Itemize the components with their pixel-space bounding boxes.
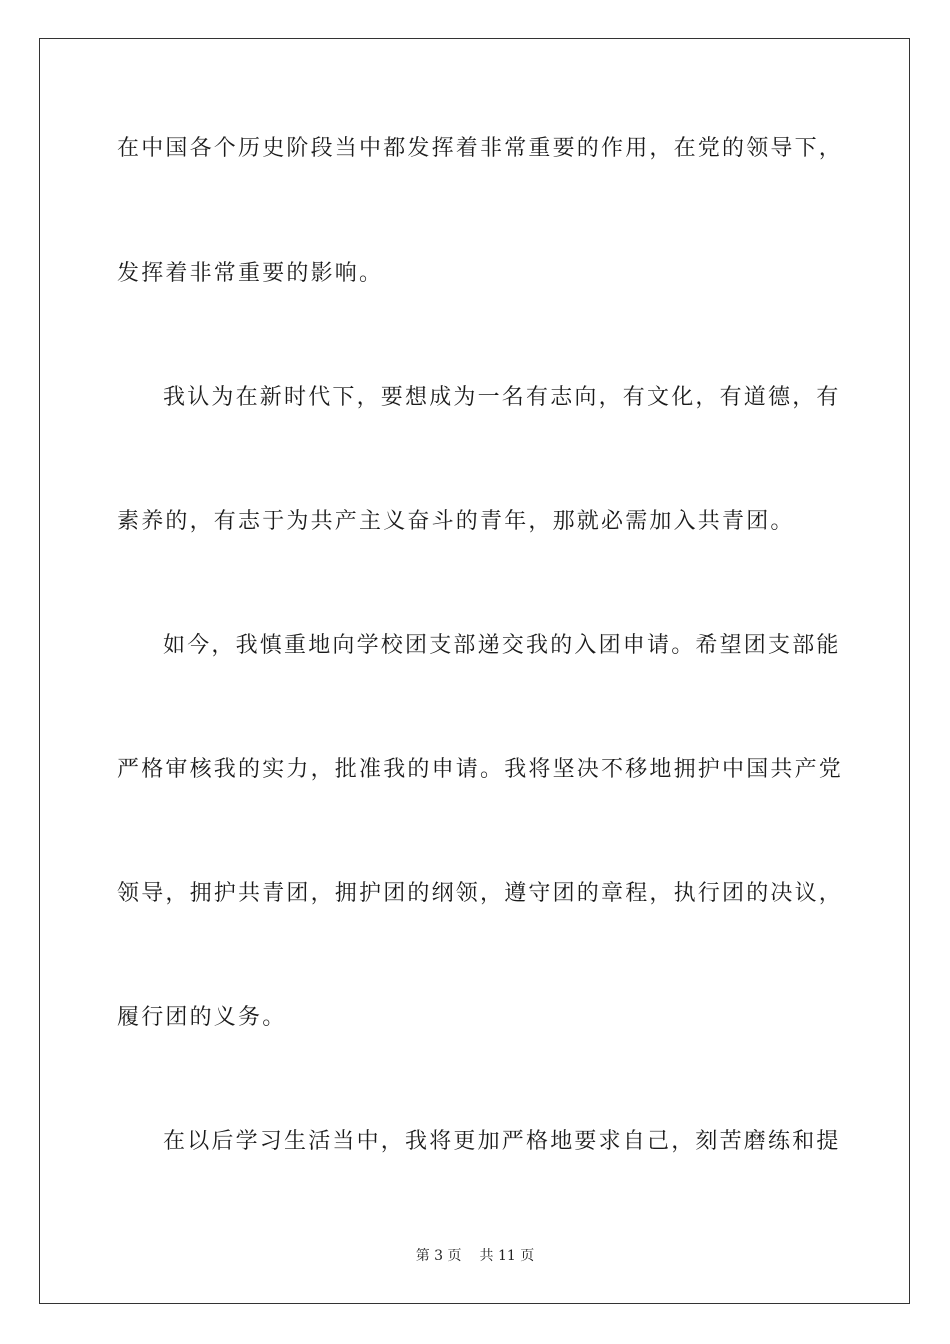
text-line: 履行团的义务。 xyxy=(117,1005,287,1030)
text-line: 严格审核我的实力，批准我的申请。我将坚决不移地拥护中国共产党 xyxy=(117,757,844,782)
total-pages: 共 11 页 xyxy=(479,1248,535,1264)
text-line: 我认为在新时代下，要想成为一名有志向，有文化，有道德，有 xyxy=(163,385,841,410)
page-footer xyxy=(0,1247,950,1265)
text-line: 发挥着非常重要的影响。 xyxy=(117,261,384,286)
text-line: 如今，我慎重地向学校团支部递交我的入团申请。希望团支部能 xyxy=(163,633,841,658)
text-line: 素养的，有志于为共产主义奋斗的青年，那就必需加入共青团。 xyxy=(117,509,795,534)
text-line: 领导，拥护共青团，拥护团的纲领，遵守团的章程，执行团的决议， xyxy=(117,881,844,906)
page-border xyxy=(39,38,910,1304)
text-line: 在中国各个历史阶段当中都发挥着非常重要的作用，在党的领导下， xyxy=(117,136,844,161)
text-line: 在以后学习生活当中，我将更加严格地要求自己，刻苦磨练和提 xyxy=(163,1129,841,1154)
page-number: 第 3 页 xyxy=(415,1248,462,1264)
